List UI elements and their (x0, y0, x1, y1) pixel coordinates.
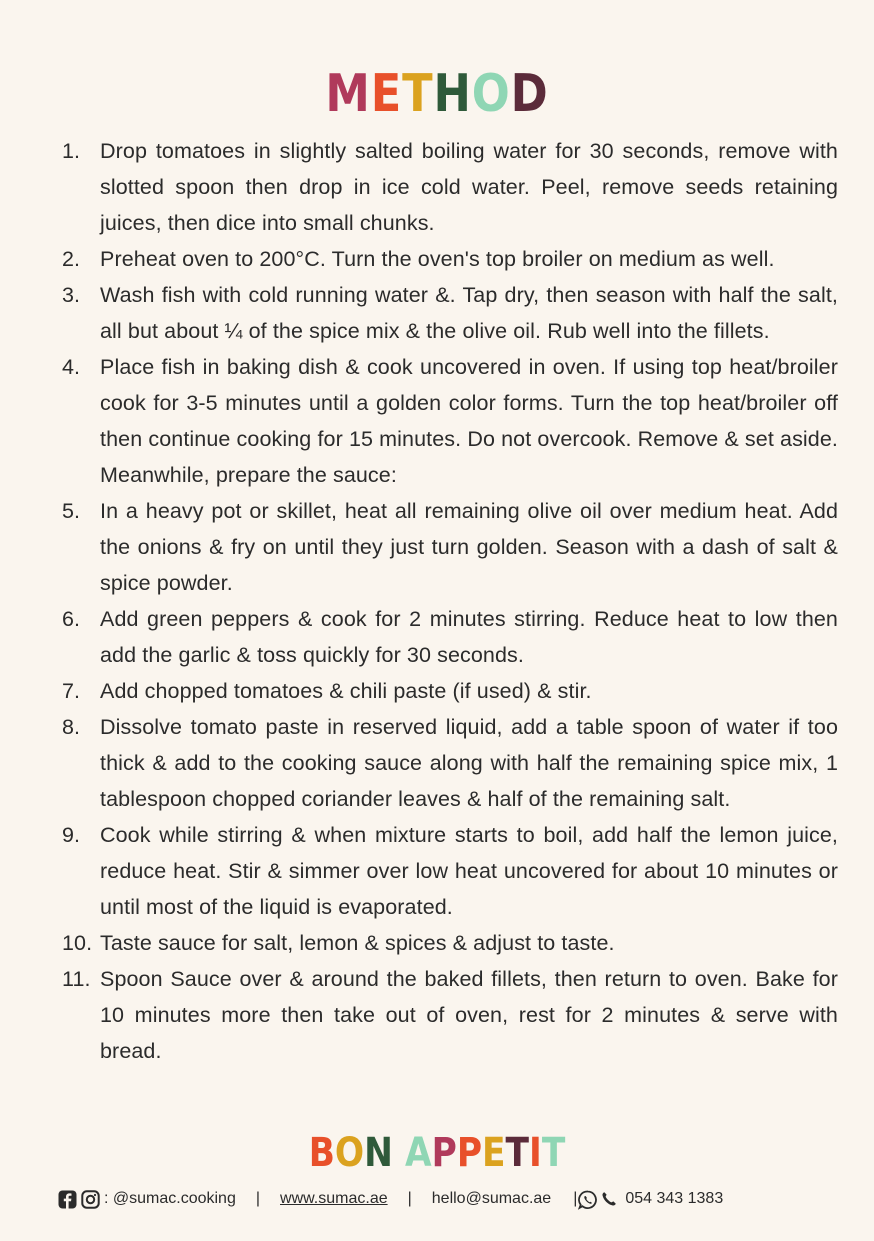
method-step (60, 961, 838, 1069)
whatsapp-icon[interactable] (578, 1190, 597, 1209)
step-number: 9. (62, 823, 81, 847)
method-step (60, 133, 838, 241)
step-number: 10. (62, 931, 93, 955)
closing-letter: P (456, 1130, 483, 1176)
phone-number[interactable]: 054 343 1383 (625, 1190, 724, 1207)
step-text: Add green peppers & cook for 2 minutes stirring. Reduce heat to low then add the garlic & toss quickly for 30 seconds. (100, 607, 838, 667)
closing-letter: B (308, 1130, 335, 1176)
title-letter: D (510, 64, 549, 124)
method-step (60, 817, 838, 925)
method-step (60, 601, 838, 673)
step-text: Dissolve tomato paste in reserved liquid, add a table spoon of water if too thick & add to the cooking sauce along with half the remaining spice mix, 1 tablespoon chopped coriander leaves & half of the remaining salt. (100, 715, 838, 811)
step-text: In a heavy pot or skillet, heat all remaining olive oil over medium heat. Add the onions & fry on until they just turn golden. Season with a dash of salt & spice powder. (100, 499, 838, 595)
step-number: 1. (62, 139, 81, 163)
title-letter: O (471, 64, 511, 124)
closing-letter: O (334, 1130, 365, 1176)
step-text: Add chopped tomatoes & chili paste (if used) & stir. (100, 679, 592, 703)
step-number: 11. (62, 967, 91, 991)
method-title (61, 62, 813, 126)
step-number: 8. (62, 715, 81, 739)
closing-letter: I (529, 1130, 542, 1176)
method-step (60, 925, 838, 961)
title-letter: T (402, 64, 434, 124)
step-text: Wash fish with cold running water &. Tap dry, then season with half the salt, all but about ¼ of the spice mix & the olive oil. Rub well into the fillets. (100, 283, 838, 343)
method-step (60, 709, 838, 817)
method-step (60, 241, 838, 277)
title-letter: H (433, 64, 472, 124)
closing-letter: N (364, 1130, 393, 1176)
method-step (60, 673, 838, 709)
instagram-icon[interactable] (81, 1190, 100, 1209)
step-text: Preheat oven to 200°C. Turn the oven's top broiler on medium as well. (100, 247, 775, 271)
closing-letter: E (482, 1130, 506, 1176)
closing-letter: A (404, 1130, 432, 1176)
closing-letter: P (431, 1130, 457, 1176)
contact-footer (58, 1186, 838, 1212)
step-number: 6. (62, 607, 81, 631)
closing-letter: T (541, 1130, 566, 1176)
step-text: Drop tomatoes in slightly salted boiling water for 30 seconds, remove with slotted spoon then drop in ice cold water. Peel, remove seeds retaining juices, then dice into small chunks. (100, 139, 838, 235)
website-link[interactable]: www.sumac.ae (280, 1190, 388, 1207)
footer-separator: | (255, 1190, 261, 1207)
step-text: Cook while stirring & when mixture starts to boil, add half the lemon juice, reduce heat. Stir & simmer over low heat uncovered for about 10 minutes or until most of the liquid is evaporated. (100, 823, 838, 919)
footer-separator: | (407, 1190, 412, 1207)
footer-separator: | (573, 1190, 578, 1207)
step-number: 7. (62, 679, 81, 703)
method-step (60, 493, 838, 601)
step-text: Place fish in baking dish & cook uncovered in oven. If using top heat/broiler cook for 3-5 minutes until a golden color forms. Turn the top heat/broiler off then continue cooking for 15 minutes. Do not overcook. Remove & set aside. Meanwhile, prepare the sauce: (100, 355, 838, 487)
bon-appetit-heading (61, 1129, 813, 1177)
phone-icon (601, 1191, 617, 1207)
title-letter: E (370, 64, 403, 124)
step-text: Taste sauce for salt, lemon & spices & adjust to taste. (100, 931, 615, 955)
method-step (60, 349, 838, 493)
closing-letter: T (505, 1130, 530, 1176)
title-letter: M (325, 64, 371, 124)
step-number: 3. (62, 283, 81, 307)
method-steps (60, 133, 838, 1069)
facebook-icon[interactable] (58, 1190, 77, 1209)
closing-letter (393, 1130, 405, 1176)
email-address[interactable]: hello@sumac.ae (431, 1190, 552, 1207)
step-number: 2. (62, 247, 81, 271)
step-text: Spoon Sauce over & around the baked fillets, then return to oven. Bake for 10 minutes more then take out of oven, rest for 2 minutes & serve with bread. (100, 967, 838, 1063)
step-number: 5. (62, 499, 81, 523)
step-number: 4. (62, 355, 81, 379)
instagram-handle: : @sumac.cooking (104, 1190, 236, 1207)
method-step (60, 277, 838, 349)
